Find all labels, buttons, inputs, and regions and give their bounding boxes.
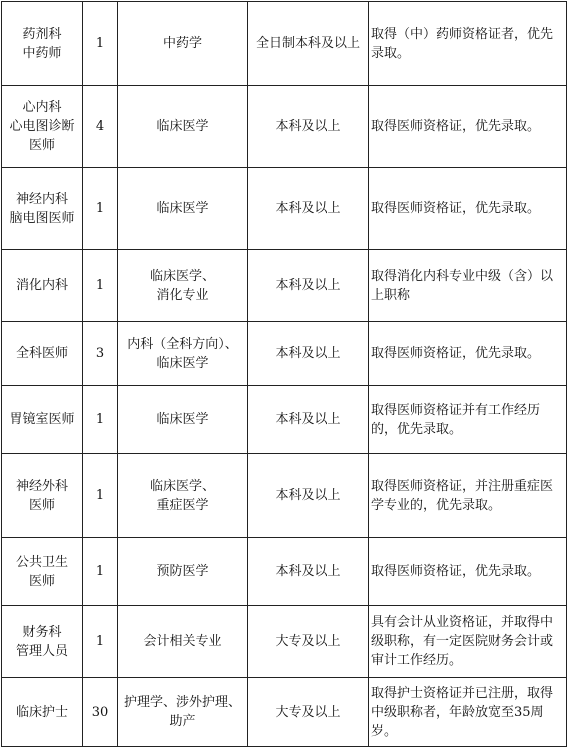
headcount-cell: 1 [83,386,118,454]
requirement-cell [369,250,567,322]
requirement-cell [369,168,567,250]
education-cell: 本科及以上 [248,168,369,250]
requirement-cell [369,606,567,678]
requirement-cell [369,86,567,168]
headcount-cell: 1 [83,250,118,322]
education-cell: 大专及以上 [248,606,369,678]
table-row [2,250,567,322]
major-line: 中药学 [162,36,202,51]
major-cell [118,322,248,386]
post-name-line: 脑电图医师 [9,210,75,226]
education-cell: 本科及以上 [248,538,369,606]
post-name-line: 胃镜室医师 [9,412,75,427]
post-name-line: 医师 [28,497,55,513]
table-row [2,2,567,86]
headcount-cell: 30 [83,678,118,747]
post-name-line: 药剂科 [22,26,62,42]
headcount-cell: 1 [83,2,118,86]
requirement-text: 具有会计从业资格证，并取得中级职称，有一定医院财务会计或审计工作经历。 [371,615,554,668]
major-line: 临床医学 [156,355,209,371]
major-line: 临床医学 [156,201,209,216]
post-name-line: 临床护士 [15,704,68,720]
requirement-cell [369,2,567,86]
table-row [2,678,567,747]
education-cell: 大专及以上 [248,678,369,747]
education-cell: 本科及以上 [248,86,369,168]
table-row [2,168,567,250]
requirement-cell [369,538,567,606]
major-cell [118,168,248,250]
headcount-cell: 1 [83,454,118,538]
major-line: 内科（全科方向）、 [127,336,238,352]
post-cell [2,678,83,747]
table-row [2,538,567,606]
table-row [2,454,567,538]
requirement-text: 取得医师资格证，优先录取。 [371,564,541,579]
education-cell: 全日制本科及以上 [248,2,369,86]
requirement-cell [369,386,567,454]
post-cell [2,606,83,678]
major-line: 护理学、涉外护理、 [123,695,241,710]
post-cell [2,454,83,538]
education-cell: 本科及以上 [248,454,369,538]
major-line: 助产 [169,714,196,729]
education-cell: 本科及以上 [248,386,369,454]
major-line: 临床医学 [156,119,209,134]
major-line: 重症医学 [156,497,209,513]
headcount-cell: 1 [83,538,118,606]
requirement-cell [369,678,567,747]
table-row [2,86,567,168]
requirement-text: 取得医师资格证，优先录取。 [371,119,541,134]
post-cell [2,168,83,250]
education-cell: 本科及以上 [248,250,369,322]
post-cell [2,538,83,606]
major-line: 临床医学、 [149,268,215,284]
post-name-line: 医师 [28,573,55,589]
post-cell [2,86,83,168]
post-cell [2,322,83,386]
major-cell [118,386,248,454]
table-body [2,2,567,747]
post-cell [2,2,83,86]
requirement-text: 取得护士资格证并已注册，取得中级职称者，年龄放宽至35周岁。 [371,685,554,739]
requirement-text: 取得医师资格证并有工作经历的，优先录取。 [371,402,541,437]
major-cell [118,538,248,606]
major-line: 消化专业 [156,287,209,303]
headcount-cell: 3 [83,322,118,386]
requirement-cell [369,322,567,386]
post-name-line: 管理人员 [15,643,68,659]
major-line: 会计相关专业 [143,634,222,649]
post-name-line: 中药师 [22,45,62,61]
post-name-line: 财务科 [22,624,62,640]
major-cell [118,2,248,86]
major-cell [118,606,248,678]
post-cell [2,250,83,322]
post-name-line: 医师 [28,138,55,153]
requirement-text: 取得消化内科专业中级（含）以上职称 [371,268,554,303]
post-name-line: 消化内科 [15,278,68,293]
requirement-text: 取得医师资格证，优先录取。 [371,201,541,216]
post-name-line: 全科医师 [15,346,68,361]
requirement-text: 取得（中）药师资格证者，优先录取。 [371,26,554,61]
major-line: 预防医学 [156,564,209,579]
table-row [2,606,567,678]
headcount-cell: 4 [83,86,118,168]
requirement-cell [369,454,567,538]
major-line: 临床医学、 [149,478,215,494]
post-name-line: 心电图诊断 [9,119,75,134]
major-cell [118,454,248,538]
major-cell [118,250,248,322]
post-cell [2,386,83,454]
post-name-line: 心内科 [22,100,62,115]
table-row [2,386,567,454]
recruitment-table [1,1,567,747]
major-cell [118,86,248,168]
requirement-text: 取得医师资格证，并注册重症医学专业的，优先录取。 [371,478,554,513]
education-cell: 本科及以上 [248,322,369,386]
post-name-line: 神经外科 [15,478,68,494]
post-name-line: 公共卫生 [15,554,68,570]
post-name-line: 神经内科 [15,191,68,207]
table-row [2,322,567,386]
headcount-cell: 1 [83,606,118,678]
requirement-text: 取得医师资格证，优先录取。 [371,346,541,361]
major-line: 临床医学 [156,412,209,427]
major-cell [118,678,248,747]
headcount-cell: 1 [83,168,118,250]
